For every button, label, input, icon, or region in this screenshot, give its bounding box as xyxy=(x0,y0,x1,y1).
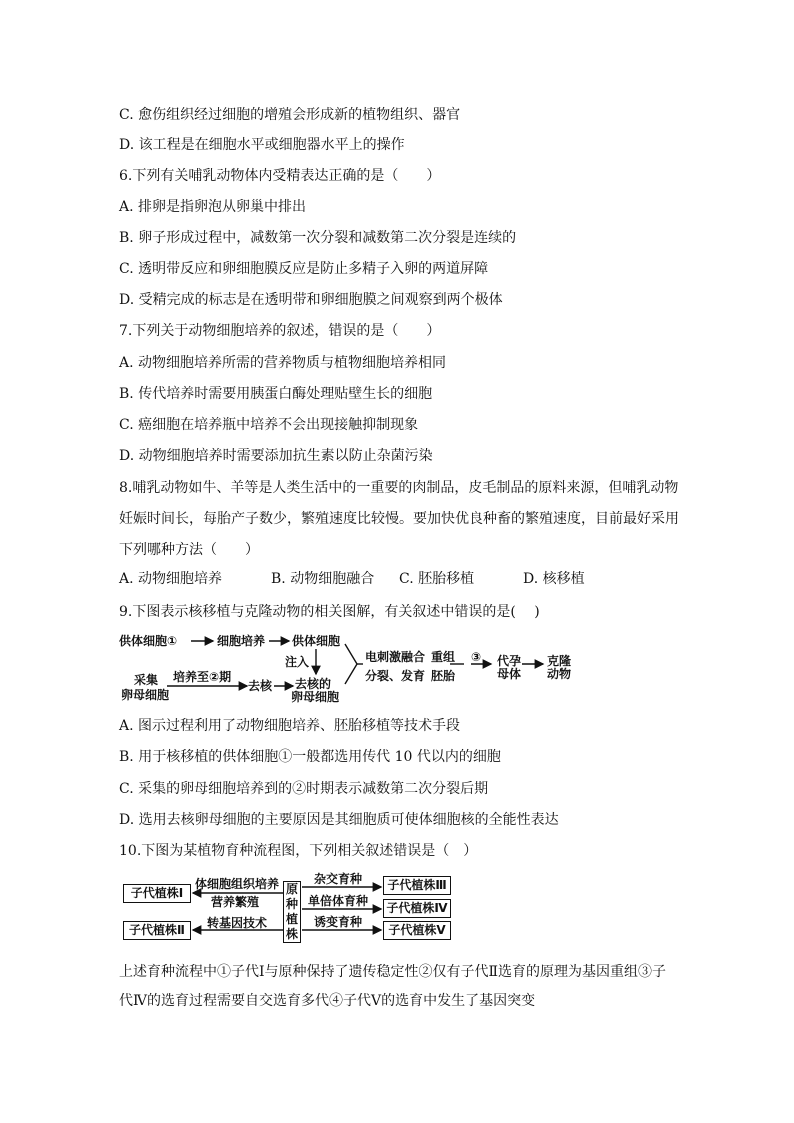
surrogate-mother-a: 代孕 xyxy=(497,654,522,668)
q9-stem: 9.下图表示核移植与克隆动物的相关图解，有关叙述中错误的是( ) xyxy=(119,604,540,620)
enucleate-label: 去核 xyxy=(248,679,273,693)
original-char-2: 种 xyxy=(285,897,298,911)
original-char-3: 植 xyxy=(285,912,298,926)
offspring-plant-2-box: 子代植株Ⅱ xyxy=(123,921,191,940)
enucleated-oocyte-b: 卵母细胞 xyxy=(291,690,340,704)
q5-option-d: D. 该工程是在细胞水平或细胞器水平上的操作 xyxy=(119,137,405,153)
q5-option-c: C. 愈伤组织经过细胞的增殖会形成新的植物组织、器官 xyxy=(119,107,461,123)
hybrid-breeding-label: 杂交育种 xyxy=(314,872,363,886)
original-plant-box xyxy=(283,881,301,943)
cell-culture-label: 细胞培养 xyxy=(217,634,266,648)
collect-label: 采集 xyxy=(134,673,159,687)
vegetative-propagation-label: 营养繁殖 xyxy=(211,895,260,909)
q9-option-d: D. 选用去核卵母细胞的主要原因是其细胞质可使体细胞核的全能性表达 xyxy=(119,812,559,828)
q9-option-c: C. 采集的卵母细胞培养到的②时期表示减数第二次分裂后期 xyxy=(119,781,489,797)
cloned-animal-b: 动物 xyxy=(547,667,572,681)
plant-breeding-diagram xyxy=(119,872,459,944)
offspring-plant-1-box: 子代植株Ⅰ xyxy=(123,884,191,903)
original-char-4: 株 xyxy=(285,927,298,941)
q6-option-a: A. 排卵是指卵泡从卵巢中排出 xyxy=(119,199,307,215)
q7-stem: 7.下列关于动物细胞培养的叙述，错误的是（ ） xyxy=(119,323,441,339)
q10-statements: 上述育种流程中①子代Ⅰ与原种保持了遗传稳定性②仅有子代Ⅱ选育的原理为基因重组③子代Ⅳ的选育过程需要自交选育多代④子代Ⅴ的选育中发生了基因突变 xyxy=(119,964,667,1009)
q9-option-b: B. 用于核移植的供体细胞①一般都选用传代 10 代以内的细胞 xyxy=(119,749,501,765)
step-three-label: ③ xyxy=(471,650,482,664)
donor-cell-label: 供体细胞① xyxy=(119,634,178,648)
q7-option-d: D. 动物细胞培养时需要添加抗生素以防止杂菌污染 xyxy=(119,448,433,464)
q8-stem-line3: 下列哪种方法（ ） xyxy=(119,542,259,558)
electric-fusion-label: 电刺激融合 xyxy=(365,650,426,664)
oocyte-label-a: 卵母 xyxy=(121,688,146,702)
q8-option-b: B. 动物细胞融合 xyxy=(271,571,375,587)
q8-option-d: D. 核移植 xyxy=(523,571,585,587)
enucleated-oocyte-a: 去核的 xyxy=(295,677,332,691)
offspring-plant-4-box: 子代植株Ⅳ xyxy=(383,899,451,918)
q8-stem-line1: 8.哺乳动物如牛、羊等是人类生活中的一重要的肉制品，皮毛制品的原料来源，但哺乳动物 xyxy=(119,480,679,496)
haploid-breeding-label: 单倍体育种 xyxy=(308,894,369,908)
q10-stem: 10.下图为某植物育种流程图，下列相关叙述错误是（ ） xyxy=(119,843,478,859)
cloned-animal-a: 克隆 xyxy=(547,654,572,668)
q8-option-c: C. 胚胎移植 xyxy=(399,571,475,587)
nuclear-transfer-diagram xyxy=(119,632,589,704)
transgenic-label: 转基因技术 xyxy=(207,916,268,930)
q6-option-d: D. 受精完成的标志是在透明带和卵细胞膜之间观察到两个极体 xyxy=(119,292,503,308)
tissue-culture-label: 体细胞组织培养 xyxy=(195,877,280,891)
recombinant-embryo-b: 胚胎 xyxy=(431,669,456,683)
surrogate-mother-b: 母体 xyxy=(497,667,522,681)
q6-option-c: C. 透明带反应和卵细胞膜反应是防止多精子入卵的两道屏障 xyxy=(119,261,489,277)
oocyte-label-b: 细胞 xyxy=(145,688,170,702)
q7-option-a: A. 动物细胞培养所需的营养物质与植物细胞培养相同 xyxy=(119,355,447,371)
inject-label: 注入 xyxy=(285,655,310,669)
q6-option-b: B. 卵子形成过程中，减数第一次分裂和减数第二次分裂是连续的 xyxy=(119,230,517,246)
offspring-plant-5-box: 子代植株Ⅴ xyxy=(383,921,451,940)
division-development-label: 分裂、发育 xyxy=(365,669,426,683)
q9-option-a: A. 图示过程利用了动物细胞培养、胚胎移植等技术手段 xyxy=(119,718,461,734)
donor-cell2-label: 供体细胞 xyxy=(292,634,341,648)
q7-option-b: B. 传代培养时需要用胰蛋白酶处理贴壁生长的细胞 xyxy=(119,386,433,402)
q8-option-a: A. 动物细胞培养 xyxy=(119,571,223,587)
original-char-1: 原 xyxy=(285,882,298,896)
offspring-plant-3-box: 子代植株Ⅲ xyxy=(383,876,451,895)
recombinant-embryo-a: 重组 xyxy=(431,650,456,664)
q8-stem-line2: 妊娠时间长，每胎产子数少，繁殖速度比较慢。要加快优良种畜的繁殖速度，目前最好采用 xyxy=(119,511,679,527)
q6-stem: 6.下列有关哺乳动物体内受精表达正确的是（ ） xyxy=(119,168,441,184)
mutation-breeding-label: 诱变育种 xyxy=(314,915,363,929)
q7-option-c: C. 癌细胞在培养瓶中培养不会出现接触抑制现象 xyxy=(119,417,419,433)
culture-to-stage-label: 培养至②期 xyxy=(173,670,232,684)
